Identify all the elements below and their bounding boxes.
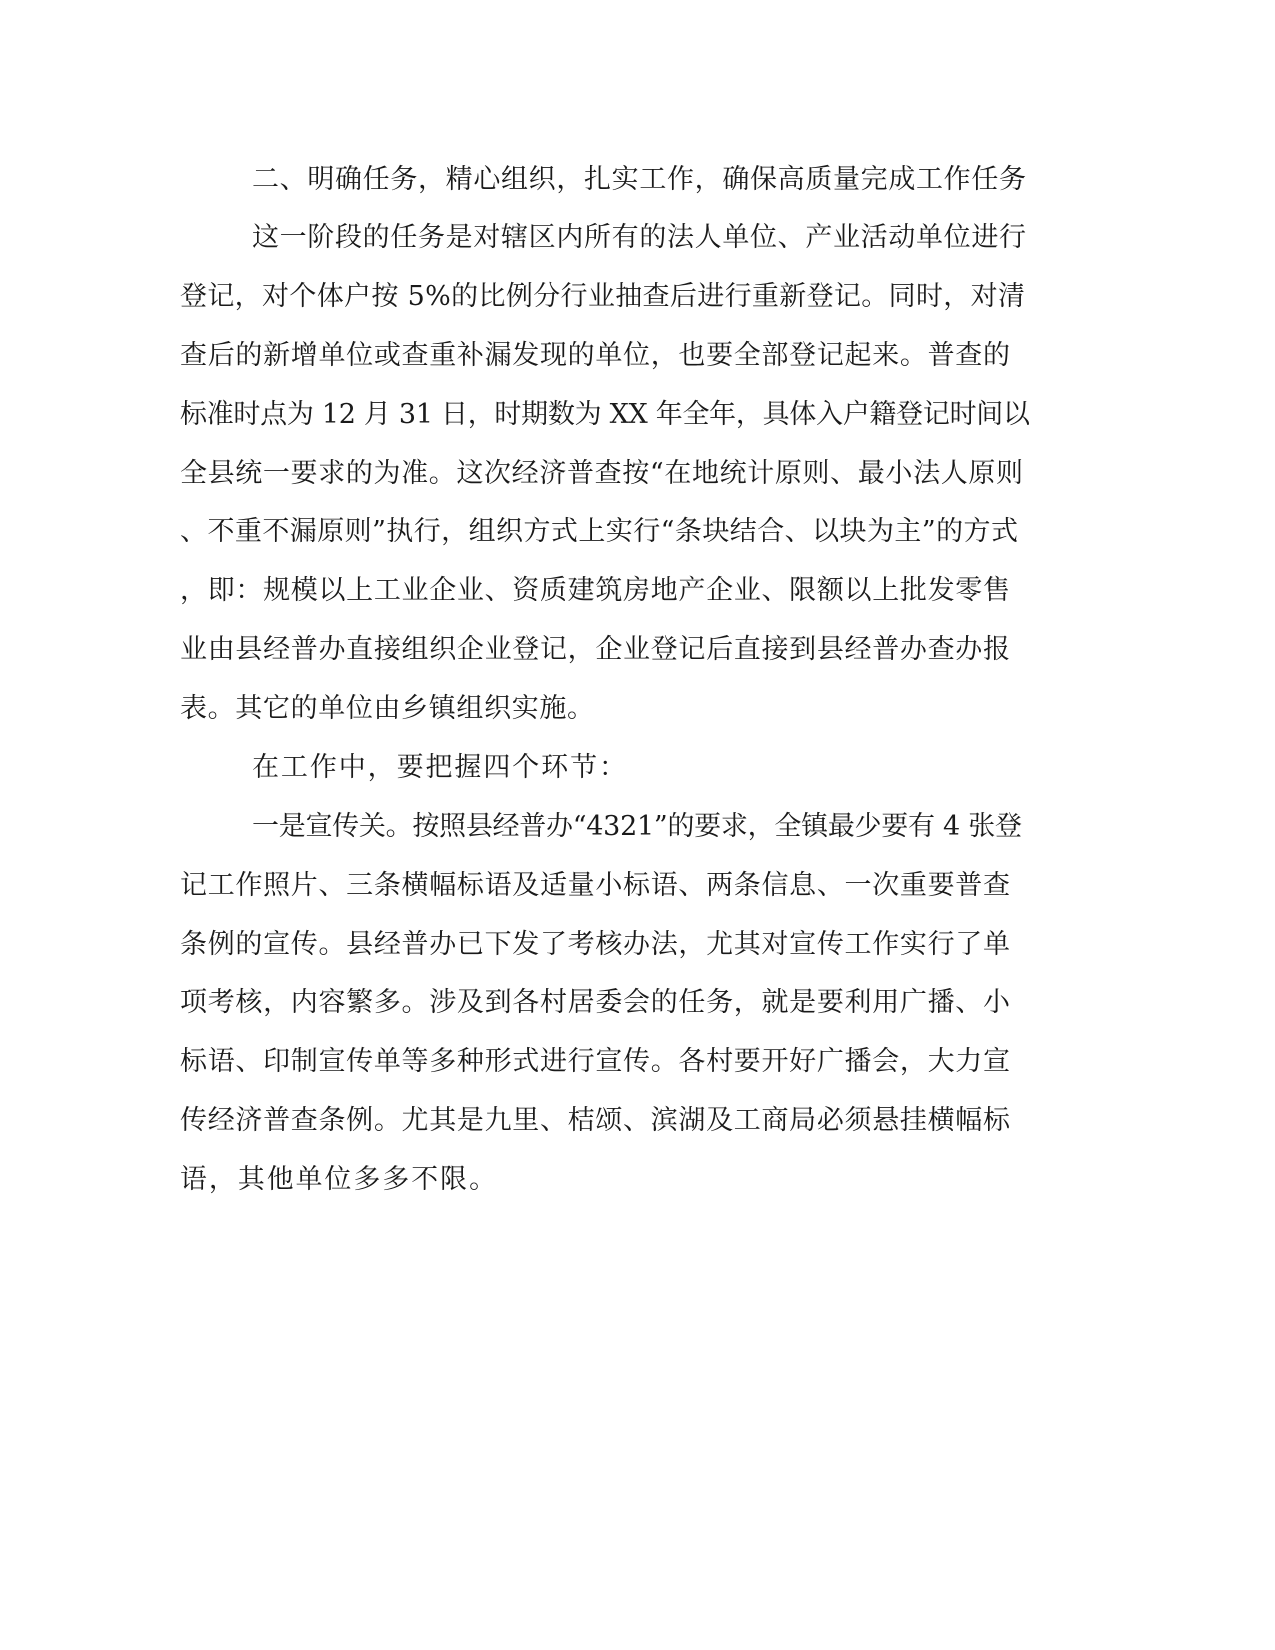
line-text: 业由县经普办直接组织企业登记，企业登记后直接到县经普办查办报 (180, 634, 1011, 665)
line-text: 项考核，内容繁多。涉及到各村居委会的任务，就是要利用广播、小 (180, 987, 1011, 1018)
paragraph-line (0, 328, 1275, 388)
paragraph-line (0, 210, 1275, 270)
paragraph-line (0, 269, 1275, 329)
paragraph-line (0, 1034, 1275, 1094)
paragraph-line (0, 1093, 1275, 1153)
line-text: 在工作中，要把握四个环节： (252, 752, 628, 783)
paragraph-line (0, 563, 1275, 623)
paragraph-line (0, 387, 1275, 447)
paragraph-line (0, 622, 1275, 682)
line-text: 查后的新增单位或查重补漏发现的单位，也要全部登记起来。普查的 (180, 340, 1011, 371)
line-text: 这一阶段的任务是对辖区内所有的法人单位、产业活动单位进行 (252, 222, 1027, 253)
paragraph-line (0, 681, 1275, 741)
section-heading (0, 152, 1275, 212)
paragraph-line (0, 858, 1275, 918)
paragraph-line (0, 917, 1275, 977)
paragraph-line (0, 975, 1275, 1035)
line-text: 二、明确任务，精心组织，扎实工作，确保高质量完成工作任务 (252, 164, 1027, 195)
line-text: ，即：规模以上工业企业、资质建筑房地产企业、限额以上批发零售 (180, 575, 1011, 606)
line-text: 全县统一要求的为准。这次经济普查按“在地统计原则、最小法人原则 (180, 458, 1024, 489)
line-text: 传经济普查条例。尤其是九里、桔颂、滨湖及工商局必须悬挂横幅标 (180, 1105, 1011, 1136)
line-text: 标准时点为 12 月 31 日，时期数为 XX 年全年，具体入户籍登记时间以 (180, 399, 1030, 430)
paragraph-line (0, 799, 1275, 859)
line-text: 记工作照片、三条横幅标语及适量小标语、两条信息、一次重要普查 (180, 870, 1011, 901)
line-text: 登记，对个体户按 5%的比例分行业抽查后进行重新登记。同时，对清 (180, 281, 1026, 312)
paragraph-line (0, 1152, 1275, 1212)
line-text: 语，其他单位多多不限。 (180, 1164, 498, 1195)
line-text: 条例的宣传。县经普办已下发了考核办法，尤其对宣传工作实行了单 (180, 929, 1011, 960)
paragraph-line (0, 446, 1275, 506)
paragraph-line (0, 740, 1275, 800)
line-text: 表。其它的单位由乡镇组织实施。 (180, 693, 595, 724)
line-text: 一是宣传关。按照县经普办“4321”的要求，全镇最少要有 4 张登 (252, 811, 1022, 842)
line-text: 、不重不漏原则”执行，组织方式上实行“条块结合、以块为主”的方式 (180, 516, 1019, 547)
line-text: 标语、印制宣传单等多种形式进行宣传。各村要开好广播会，大力宣 (180, 1046, 1011, 1077)
paragraph-line (0, 504, 1275, 564)
